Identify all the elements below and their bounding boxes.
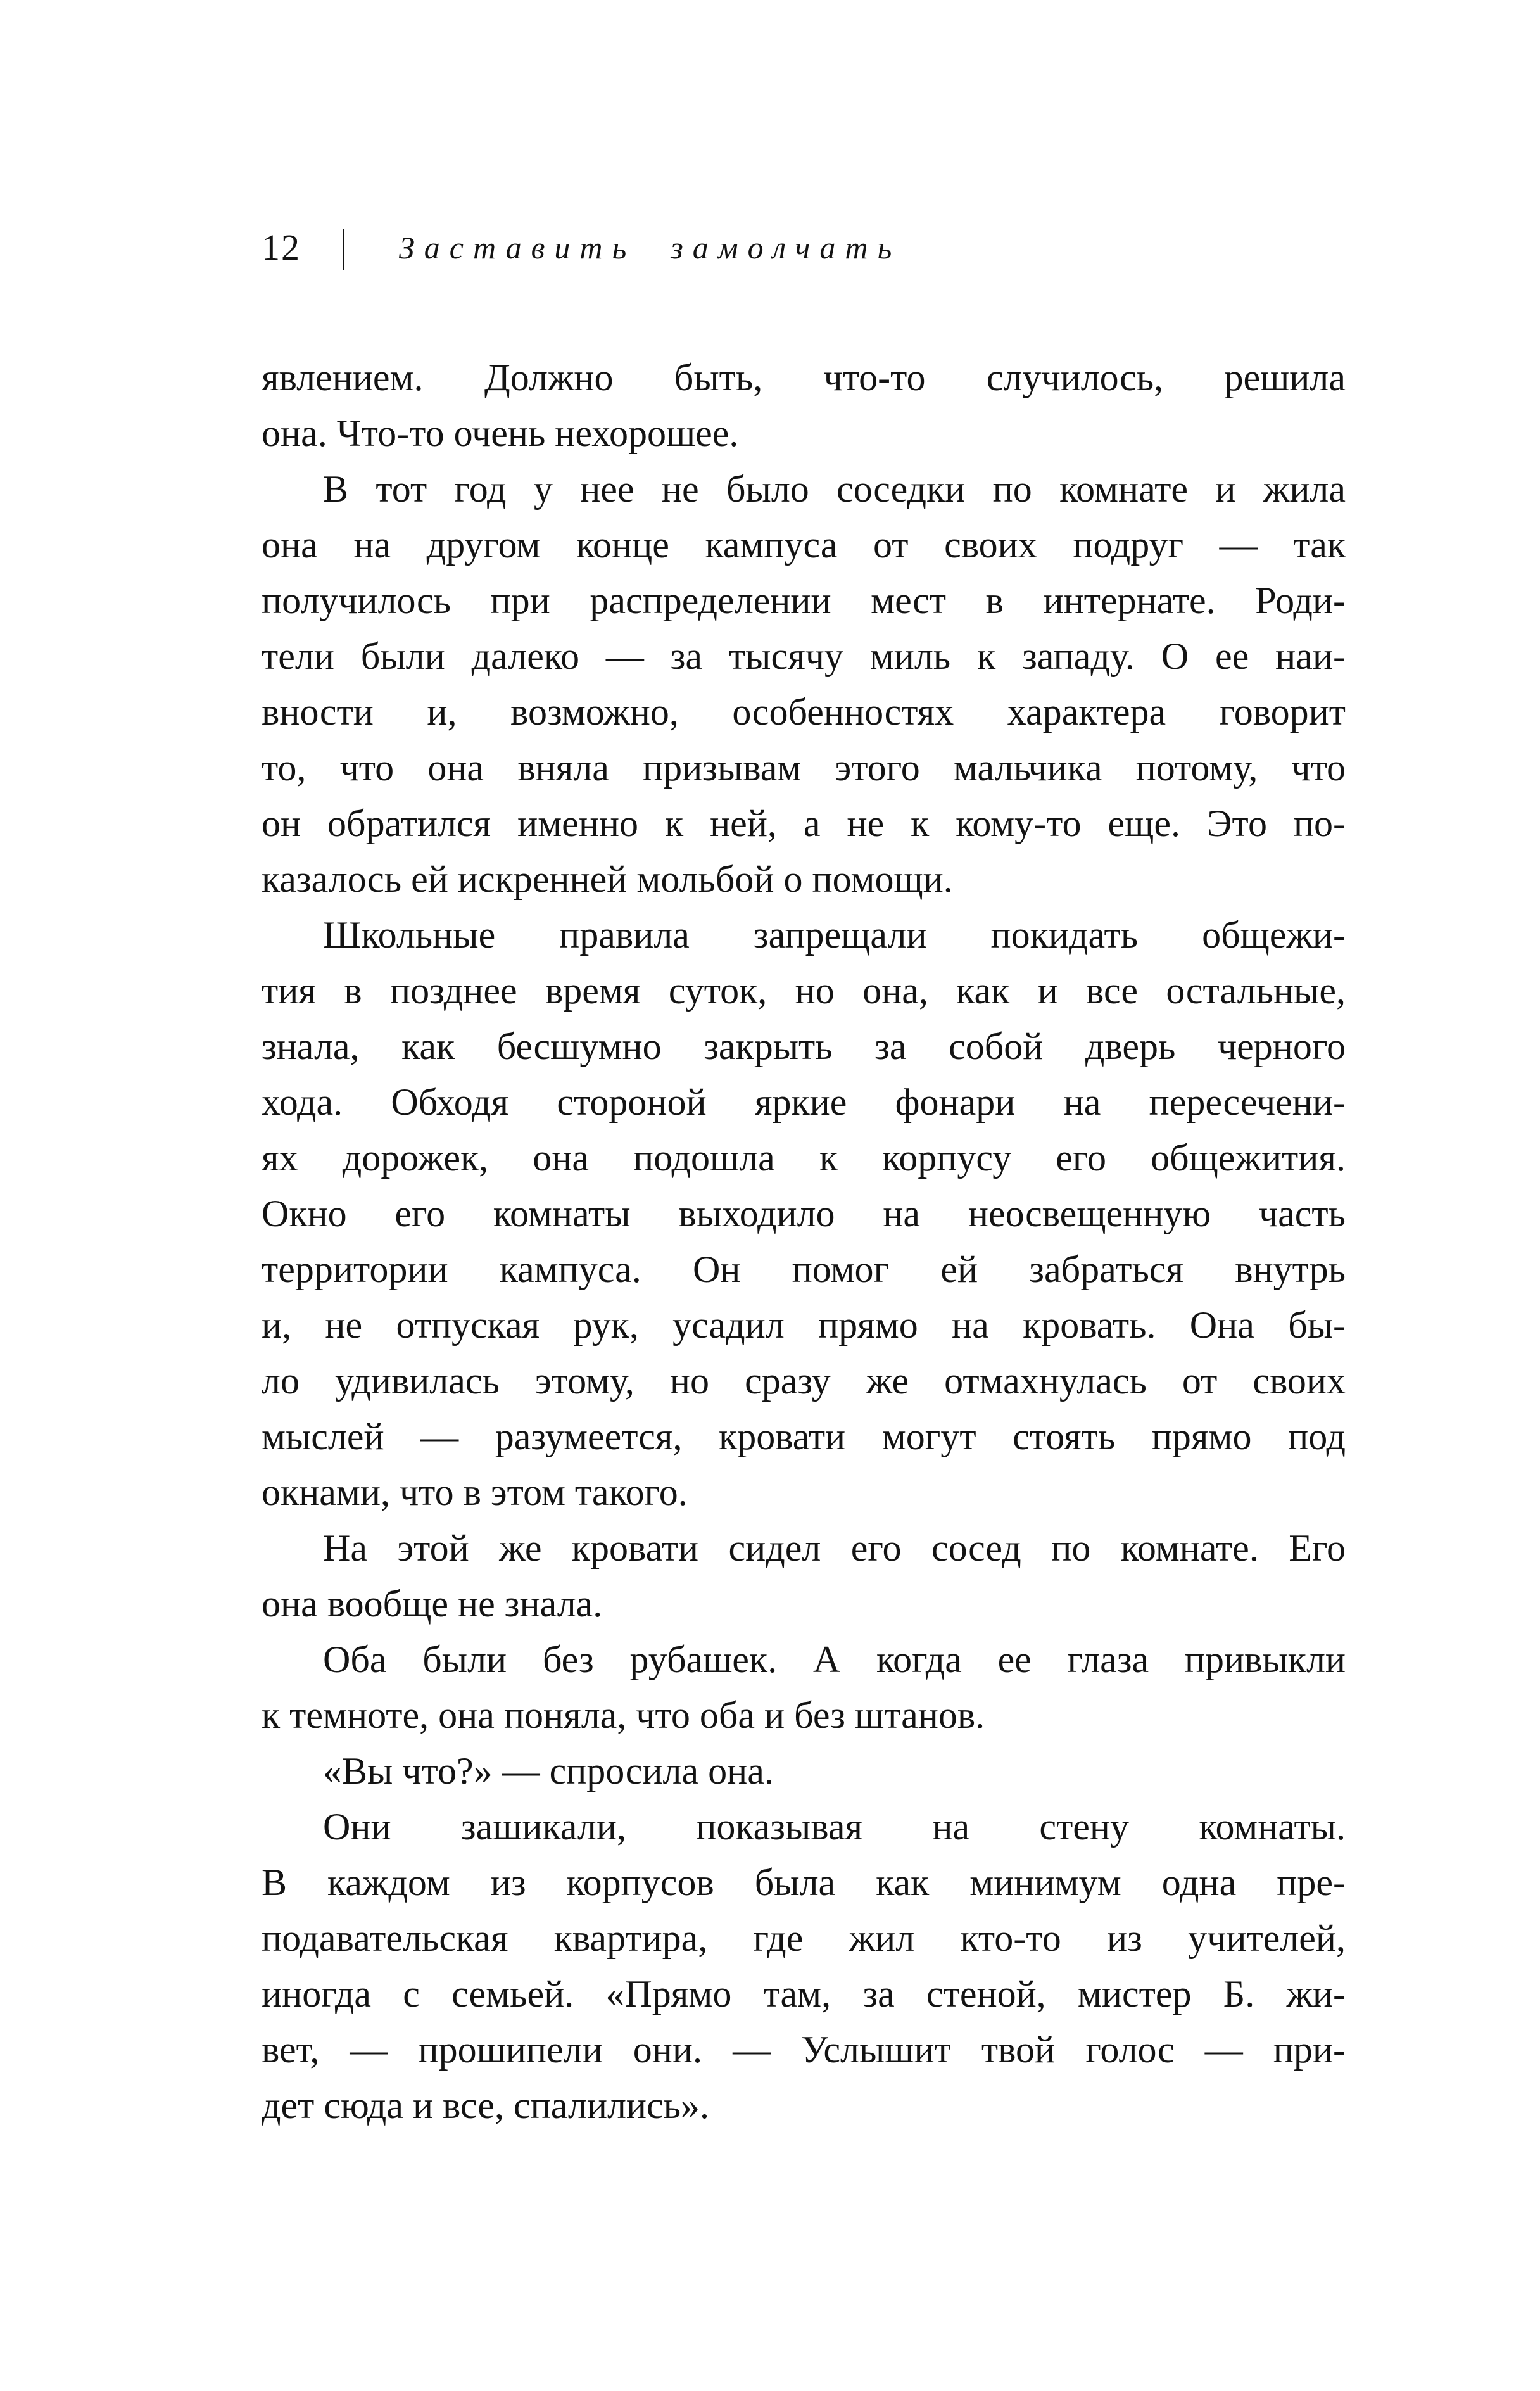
paragraph xyxy=(262,350,1346,461)
text-line: На этой же кровати сидел его сосед по комнате. Его xyxy=(323,1527,1346,1569)
text-line: подавательская квартира, где жил кто-то из учителей, xyxy=(262,1917,1346,1959)
text-line: хода. Обходя стороной яркие фонари на пересечени- xyxy=(262,1081,1346,1123)
text-line: Оба были без рубашек. А когда ее глаза привыкли xyxy=(323,1639,1346,1680)
paragraph xyxy=(262,1799,1346,2133)
paragraph xyxy=(262,1632,1346,1743)
text-line: вет, — прошипели они. — Услышит твой голос — при- xyxy=(262,2029,1346,2071)
text-line: знала, как бесшумно закрыть за собой дверь черного xyxy=(262,1025,1346,1067)
text-line: В тот год у нее не было соседки по комнате и жила xyxy=(323,468,1346,510)
text-line: ях дорожек, она подошла к корпусу его общежития. xyxy=(262,1137,1346,1179)
text-line: то, что она вняла призывам этого мальчика потому, что xyxy=(262,747,1346,789)
text-line: иногда с семьей. «Прямо там, за стеной, мистер Б. жи- xyxy=(262,1973,1346,2015)
paragraph xyxy=(262,1520,1346,1632)
text-line: мыслей — разумеется, кровати могут стоять прямо под xyxy=(262,1416,1346,1457)
text-line: вности и, возможно, особенностях характера говорит xyxy=(262,691,1346,733)
text-line: к темноте, она поняла, что оба и без штанов. xyxy=(262,1694,985,1736)
text-line: «Вы что?» — спросила она. xyxy=(323,1750,774,1792)
text-line: она на другом конце кампуса от своих подруг — так xyxy=(262,524,1346,566)
text-line: Они зашикали, показывая на стену комнаты. xyxy=(323,1806,1346,1848)
text-line: В каждом из корпусов была как минимум одна пре- xyxy=(262,1861,1346,1903)
text-line: территории кампуса. Он помог ей забраться внутрь xyxy=(262,1248,1346,1290)
text-line: тели были далеко — за тысячу миль к западу. О ее наи- xyxy=(262,635,1346,677)
header-divider xyxy=(343,229,344,270)
text-line: явлением. Должно быть, что-то случилось, решила xyxy=(262,357,1346,398)
text-line: казалось ей искренней мольбой о помощи. xyxy=(262,858,953,900)
paragraph xyxy=(262,461,1346,907)
paragraph xyxy=(262,907,1346,1520)
page-header xyxy=(262,228,901,272)
running-title: Заставить замолчать xyxy=(399,230,902,265)
text-line: она. Что-то очень нехорошее. xyxy=(262,412,739,454)
text-line: тия в позднее время суток, но она, как и все остальные, xyxy=(262,970,1346,1012)
text-line: дет сюда и все, спалились». xyxy=(262,2084,710,2126)
paragraph xyxy=(262,1743,1346,1799)
text-line: и, не отпуская рук, усадил прямо на кровать. Она бы- xyxy=(262,1304,1346,1346)
page-number: 12 xyxy=(262,227,301,268)
text-line: получилось при распределении мест в интернате. Роди- xyxy=(262,580,1346,621)
text-line: он обратился именно к ней, а не к кому-то еще. Это по- xyxy=(262,802,1346,844)
text-line: Школьные правила запрещали покидать общежи- xyxy=(323,914,1346,956)
text-line: она вообще не знала. xyxy=(262,1583,603,1625)
text-block xyxy=(262,350,1346,2133)
text-line: Окно его комнаты выходило на неосвещенную часть xyxy=(262,1193,1346,1234)
text-line: окнами, что в этом такого. xyxy=(262,1471,688,1513)
text-line: ло удивилась этому, но сразу же отмахнулась от своих xyxy=(262,1360,1346,1402)
